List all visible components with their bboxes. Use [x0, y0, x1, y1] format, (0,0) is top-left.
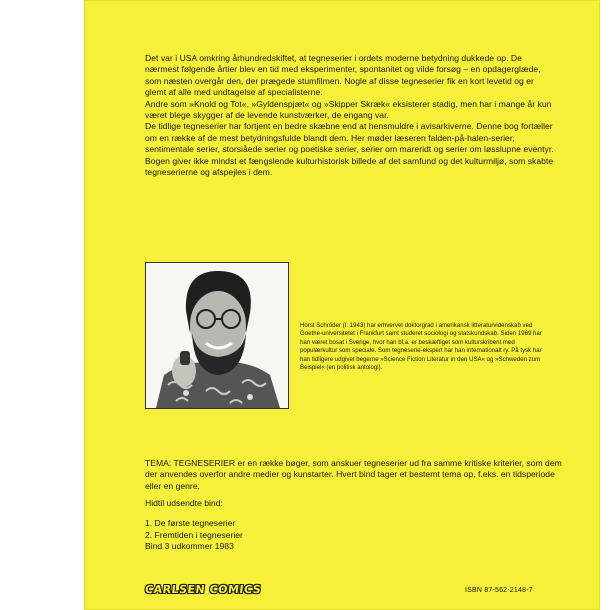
- published-item-3: Bind 3 udkommer 1983: [145, 540, 234, 551]
- published-item-2: 2. Fremtiden i tegneserier: [145, 529, 243, 540]
- series-tema-label: TEMA: TEGNESERIER: [145, 458, 236, 468]
- published-item-1: 1. De første tegneserier: [145, 518, 236, 529]
- series-tema-text: er en række bøger, som anskuer tegneserier ud fra samme kritiske kriterier, som dem der anvendes overfor andre medier og kunstarter. Hvert bind tager et bestemt tema op, f.eks. en tidsperiode eller en genre.: [145, 458, 562, 491]
- published-label: Hidtil udsendte bind:: [145, 498, 223, 508]
- series-paragraph: [145, 458, 565, 492]
- author-photo: [145, 262, 289, 409]
- blurb-paragraph-2: Andre som »Knold og Tot«, »Gyldenspjæt« og »Skipper Skræk« eksisterer stadig, men har i mange år kun været blege skygger af de levende kunstværker, de engang var.: [145, 98, 552, 121]
- blurb-paragraph-3: De tidlige tegneserier har fortjent en bedre skæbne end at hensmuldre i avisarkiverne. Denne bog fortæller om en række af de mest betydningsfulde blandt dem. Her møder læseren falden-på-halen-serier, sentimentale serier, storsiåede serier og poetiske serier, serier om mareridt og serier om løsslupne eventyr.: [145, 121, 554, 155]
- isbn-number: ISBN 87-562-2148-7: [465, 587, 533, 594]
- blurb-paragraph-4: Bogen giver ikke mindst et fængslende kulturhistorisk billede af det samfund og det kulturmiljø, som skabte tegneserierne og afspejles i dem.: [145, 155, 554, 178]
- publisher-logo: CARLSEN COMICS: [144, 583, 262, 596]
- blurb-paragraph-1: Det var i USA omkring århundredskiftet, at tegneserier i ordets moderne betydning dukkede op. De nærmest følgende årtier blev en tid med eksperimenter, spontanitet og vilde forsøg – en opdagerglæde, som næsten overgår den, der prægede stumfilmen. Nogle af disse tegneserier fik en kort levetid og er glemt af alle med undtagelse af specialisterne.: [145, 53, 541, 98]
- blurb-text: [145, 53, 555, 178]
- series-description: [145, 458, 565, 492]
- published-volumes: [145, 498, 445, 552]
- author-bio: Horst Schröder (f. 1943) har erhvervet doktorgrad i amerikansk litteraturvidenskab ved Goethe-universitetet i Frankfurt samt studeret sociologi og statskundskab. Siden 1969 har han været bosat i Sverige, hvor han bl.a. er beskæftiget som kulturskribent med populærkultur som speciale. Som tegneserie-ekspert har han internationalt ry. På tysk har han tidligere udgivet begerne »Science Fiction Literatur in den USA« og »Schweden zum Beispiel« (en politisk antologi).: [300, 322, 542, 372]
- author-caption: [300, 322, 550, 372]
- author-portrait-illustration: [146, 263, 288, 408]
